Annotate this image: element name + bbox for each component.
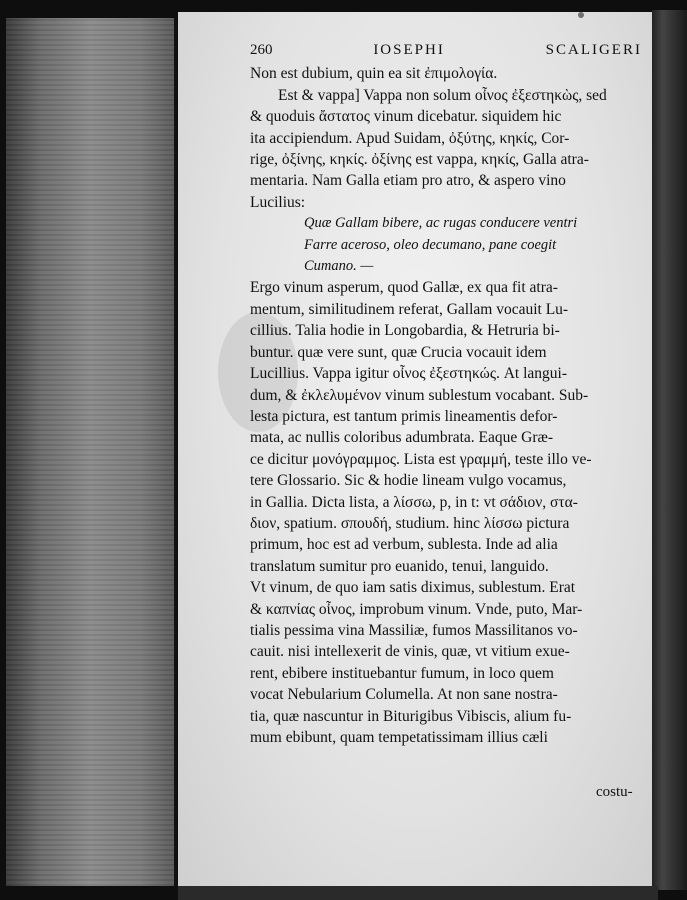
- left-book-board: [6, 18, 177, 886]
- text-line: mentaria. Nam Galla etiam pro atro, & aspero vino: [250, 172, 566, 190]
- text-line: Vt vinum, de quo iam satis diximus, sublestum. Erat: [250, 579, 576, 597]
- ink-speck: [578, 12, 584, 18]
- running-header: [250, 40, 642, 61]
- text-line: vocat Nebularium Columella. At non sane nostra-: [250, 686, 558, 704]
- page-text: [250, 40, 642, 748]
- text-line: mentum, similitudinem referat, Gallam vocauit Lu-: [250, 300, 569, 318]
- text-line: mum ebibunt, quam tempetatissimam illius cæli: [250, 729, 548, 746]
- verse-line: Farre aceroso, oleo decumano, pane coegit: [304, 236, 557, 253]
- text-line: Lucillius. Vappa igitur οἶνος ἐξεστηκώς. At langui-: [250, 365, 567, 383]
- text-line: translatum sumitur pro euanido, tenui, languido.: [250, 557, 549, 575]
- text-line: Ergo vinum asperum, quod Gallæ, ex qua fit atra-: [250, 279, 558, 297]
- bottom-page-edge: [178, 886, 658, 900]
- verse-line: Quæ Gallam bibere, ac rugas conducere ventri: [304, 215, 578, 232]
- text-line: tialis pessima vina Massiliæ, fumos Massilitanos vo-: [250, 621, 578, 639]
- text-line: ita accipiendum. Apud Suidam, ὀξύτης, κηκίς, Cor-: [250, 129, 570, 147]
- text-line: mata, ac nullis coloribus adumbrata. Eaque Græ-: [250, 429, 554, 447]
- text-line: & καπνίας οἶνος, improbum vinum. Vnde, puto, Mar-: [250, 600, 583, 618]
- text-line: Est & vappa] Vappa non solum οἶνος ἐξεστηκὼς, sed: [278, 86, 607, 104]
- text-line: primum, hoc est ad verbum, sublesta. Inde ad alia: [250, 536, 558, 554]
- text-line: in Gallia. Dicta lista, a λίσσω, p, in t: vt σάδιον, στα-: [250, 493, 578, 511]
- text-line: lesta pictura, est tantum primis lineamentis defor-: [250, 407, 558, 425]
- text-line: dum, & ἐκλελυμένον vinum sublestum vocabant. Sub-: [250, 386, 589, 404]
- running-title-left: IOSEPHI: [373, 42, 445, 58]
- running-title-right: SCALIGERI: [545, 42, 642, 58]
- page-number: 260: [250, 42, 273, 58]
- text-line: Lucilius:: [250, 193, 306, 211]
- verse-line: Cumano. —: [304, 258, 374, 275]
- text-line: cauit. nisi intellexerit de vinis, quæ, vt vitium exue-: [250, 643, 570, 661]
- text-line: cillius. Talia hodie in Longobardia, & Hetruria bi-: [250, 322, 560, 340]
- text-line: διον, spatium. σπουδή, studium. hinc λίσσω pictura: [250, 514, 570, 532]
- text-line: rige, ὀξίνης, κηκίς. ὀξίνης est vappa, κηκίς, Galla atra-: [250, 151, 589, 169]
- right-page-edges: [652, 10, 687, 890]
- text-line: tia, quæ nascuntur in Biturigibus Vibiscis, alium fu-: [250, 707, 572, 725]
- text-line: Non est dubium, quin ea sit ἐπιμολογία.: [250, 65, 498, 83]
- text-line: ce dicitur μονόγραμμος. Lista est γραμμή, teste illo ve-: [250, 450, 592, 468]
- text-line: tere Glossario. Sic & hodie lineam vulgo vocamus,: [250, 472, 567, 490]
- text-lines: [250, 63, 642, 748]
- text-line: buntur. quæ vere sunt, quæ Crucia vocauit idem: [250, 343, 547, 361]
- catchword: costu-: [596, 784, 633, 800]
- text-line: & quoduis ἄστατος vinum dicebatur. siquidem hic: [250, 108, 562, 126]
- text-line: rent, ebibere instituebantur fumum, in loco quem: [250, 664, 554, 682]
